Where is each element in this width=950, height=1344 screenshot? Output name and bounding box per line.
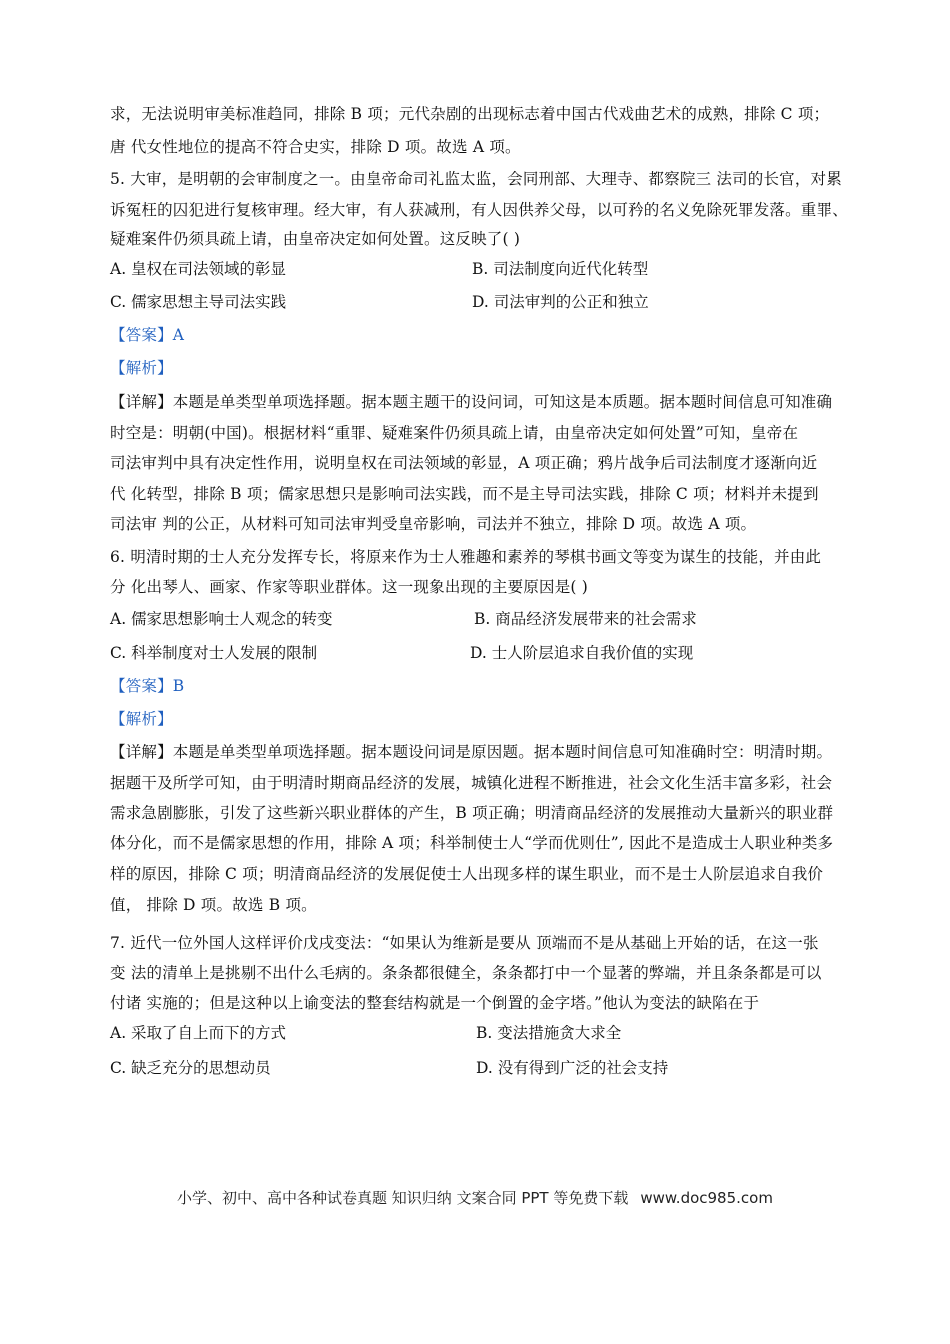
question-7-stem-line: 7. 近代一位外国人这样评价戊戌变法：“如果认为维新是要从 顶端而不是从基础上开始的话，在这一张 [110,934,819,952]
question-6-detail-line: 样的原因，排除 C 项；明清商品经济的发展促使士人出现多样的谋生职业，而不是士人阶层追求自我价 [110,865,824,883]
question-7-option-d: D. 没有得到广泛的社会支持 [476,1059,669,1077]
question-6-stem-line: 分 化出琴人、画家、作家等职业群体。这一现象出现的主要原因是( ) [110,578,589,596]
question-5-detail-line: 代 化转型，排除 B 项；儒家思想只是影响司法实践，而不是主导司法实践，排除 C 项；材料并未提到 [110,485,819,503]
question-6-option-d: D. 士人阶层追求自我价值的实现 [470,644,694,662]
footer-text: 小学、初中、高中各种试卷真题 知识归纳 文案合同 PPT 等免费下载 [177,1189,629,1207]
text-line: 唐 代女性地位的提高不符合史实，排除 D 项。故选 A 项。 [110,138,521,156]
question-6-detail-line: 据题干及所学可知，由于明清时期商品经济的发展，城镇化进程不断推进，社会文化生活丰富多彩，社会 [110,774,833,792]
question-6-detail-line: 值， 排除 D 项。故选 B 项。 [110,896,317,914]
question-5-detail-line: 【详解】本题是单类型单项选择题。据本题主题干的设问词，可知这是本质题。据本题时间信息可知准确 [110,393,833,411]
question-6-answer: 【答案】B [110,677,185,695]
question-7-stem-line: 付诸 实施的；但是这种以上谕变法的整套结构就是一个倒置的金字塔。”他认为变法的缺陷在于 [110,994,760,1012]
question-5-detail-line: 时空是：明朝(中国)。根据材料“重罪、疑难案件仍须具疏上请，由皇帝决定如何处置”可知，皇帝在 [110,424,799,442]
footer-site-link[interactable]: www.doc985.com [640,1189,773,1207]
question-6-detail-line: 体分化，而不是儒家思想的作用，排除 A 项；科举制使士人“学而优则仕”, 因此不是造成士人职业种类多 [110,834,834,852]
question-6-option-a: A. 儒家思想影响士人观念的转变 [110,610,333,628]
question-6-detail-line: 【详解】本题是单类型单项选择题。据本题设问词是原因题。据本题时间信息可知准确时空：明清时期。 [110,743,833,761]
question-5-detail-line: 司法审 判的公正，从材料可知司法审判受皇帝影响，司法并不独立，排除 D 项。故选 A 项。 [110,515,757,533]
question-7-option-a: A. 采取了自上而下的方式 [110,1024,287,1042]
text-line: 求，无法说明审美标准趋同，排除 B 项；元代杂剧的出现标志着中国古代戏曲艺术的成熟，排除 C 项； [110,105,830,123]
question-5-option-b: B. 司法制度向近代化转型 [472,260,649,278]
question-5-stem-line: 疑难案件仍须具疏上请，由皇帝决定如何处置。这反映了( ) [110,230,521,248]
question-5-stem-line: 诉冤枉的囚犯进行复核审理。经大审，有人获减刑，有人因供养父母，以可矜的名义免除死罪发落。重罪、 [110,201,848,219]
question-5-option-c: C. 儒家思想主导司法实践 [110,293,287,311]
question-5-option-a: A. 皇权在司法领域的彰显 [110,260,287,278]
question-7-option-b: B. 变法措施贪大求全 [476,1024,622,1042]
question-6-detail-line: 需求急剧膨胀，引发了这些新兴职业群体的产生，B 项正确；明清商品经济的发展推动大量新兴的职业群 [110,804,834,822]
question-5-stem-line: 5. 大审，是明朝的会审制度之一。由皇帝命司礼监太监，会同刑部、大理寺、都察院三 法司的长官，对累 [110,170,842,188]
question-6-option-b: B. 商品经济发展带来的社会需求 [474,610,697,628]
question-6-stem-line: 6. 明清时期的士人充分发挥专长，将原来作为士人雅趣和素养的琴棋书画文等变为谋生的技能，并由此 [110,548,822,566]
question-6-analysis-heading: 【解析】 [110,710,173,728]
question-5-analysis-heading: 【解析】 [110,359,173,377]
question-6-option-c: C. 科举制度对士人发展的限制 [110,644,318,662]
question-7-option-c: C. 缺乏充分的思想动员 [110,1059,271,1077]
page-footer [0,1187,950,1208]
question-5-option-d: D. 司法审判的公正和独立 [472,293,649,311]
question-5-detail-line: 司法审判中具有决定性作用，说明皇权在司法领域的彰显，A 项正确；鸦片战争后司法制度才逐渐向近 [110,454,818,472]
question-7-stem-line: 变 法的清单上是挑剔不出什么毛病的。条条都很健全，条条都打中一个显著的弊端，并且条条都是可以 [110,964,822,982]
question-5-answer: 【答案】A [110,326,185,344]
